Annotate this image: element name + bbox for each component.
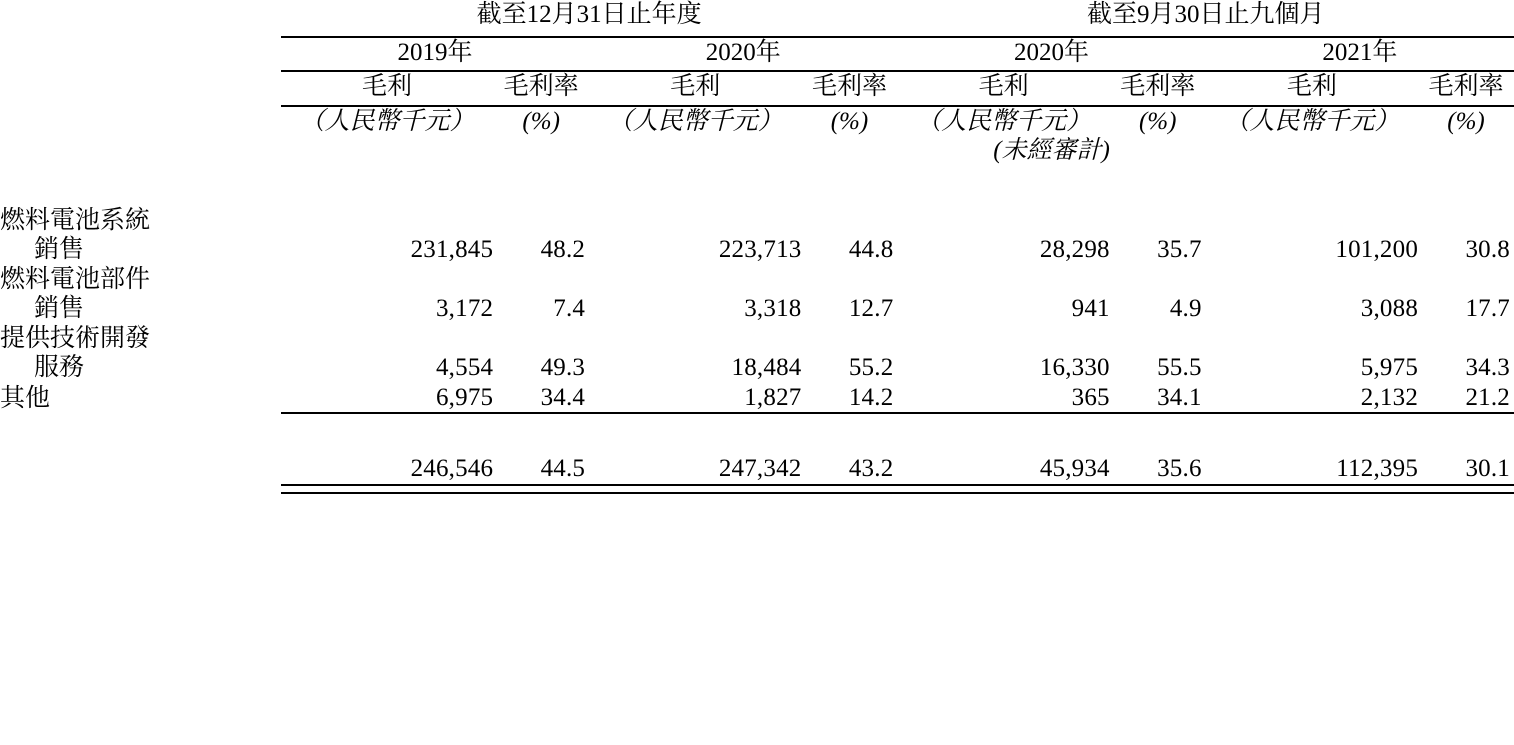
total-row	[0, 454, 1514, 485]
metric-header-gross-profit-2020	[589, 72, 801, 107]
year-header-row	[0, 38, 1514, 73]
group-header-annual-label: 截至12月31日止年度	[281, 0, 898, 38]
cell-r3-c4: 365	[897, 383, 1109, 414]
metric-header-margin-2020-9m-label: 毛利率	[1110, 72, 1206, 107]
group-header-nine-months-label: 截至9月30日止九個月	[897, 0, 1514, 38]
cell-r0-c3: 44.8	[848, 236, 894, 263]
year-header-2020-annual	[589, 38, 897, 73]
cell-r3-c2: 1,827	[589, 383, 801, 414]
cell-r3-c3: 14.2	[801, 383, 897, 414]
closing-rule-label-blank	[0, 485, 281, 493]
cell-r1-c7: 17.7	[1465, 295, 1510, 322]
total-cell-c2: 247,342	[589, 454, 801, 485]
cell-r0-c1: 48.2	[540, 236, 586, 263]
cell-r0-c5: 35.7	[1157, 236, 1202, 263]
cell-r2-c7: 34.3	[1465, 354, 1510, 381]
total-cell-c5: 35.6	[1110, 454, 1206, 485]
year-header-2021-nine-months-label: 2021年	[1206, 38, 1514, 73]
unaudited-note: (未經審計)	[993, 137, 1110, 164]
cell-r3-c1: 34.4	[493, 383, 589, 414]
table-row-label-2a	[0, 265, 1514, 295]
metric-header-margin-2020-label: 毛利率	[801, 72, 897, 107]
metric-header-margin-2019	[493, 72, 589, 107]
blank-5	[1206, 136, 1418, 166]
spacer-row-1	[0, 166, 1514, 206]
unit-pct-2020: (%)	[830, 107, 869, 135]
year-header-2020-annual-label: 2020年	[589, 38, 897, 73]
cell-r0-c4: 28,298	[1039, 236, 1110, 263]
spacer-cell-2	[0, 413, 1514, 454]
cell-r3-c0: 6,975	[281, 383, 493, 414]
cell-r0-c2: 223,713	[718, 236, 802, 263]
table-row	[0, 353, 1514, 383]
metric-header-gross-profit-2019-label: 毛利	[281, 72, 493, 107]
year-header-2019-label: 2019年	[281, 38, 589, 73]
table-row-label-1a	[0, 206, 1514, 236]
spacer-cell-1	[0, 166, 1514, 206]
empty-corner	[0, 0, 281, 38]
metric-header-margin-2019-label: 毛利率	[493, 72, 589, 107]
blank-1	[281, 136, 493, 166]
cell-r0-c0: 231,845	[410, 236, 494, 263]
closing-rule-row	[0, 485, 1514, 493]
total-cell-c3: 43.2	[801, 454, 897, 485]
closing-rule	[281, 485, 1514, 493]
metric-header-gross-profit-2021-9m-label: 毛利	[1206, 72, 1418, 107]
metric-header-gross-profit-2021-9m	[1206, 72, 1418, 107]
metric-header-row	[0, 72, 1514, 107]
row-label-fuel-cell-parts: 燃料電池部件	[0, 265, 151, 293]
unit-pct-2020-9m: (%)	[1138, 107, 1177, 135]
total-cell-c0: 246,546	[281, 454, 493, 485]
year-header-2020-nine-months-label: 2020年	[897, 38, 1205, 73]
empty-corner-2	[0, 38, 281, 73]
metric-header-gross-profit-2020-9m-label: 毛利	[897, 72, 1109, 107]
row-label-tech-dev: 提供技術開發	[0, 324, 151, 352]
unit-pct-2021-9m: (%)	[1447, 107, 1485, 135]
metric-header-margin-2021-9m-label: 毛利率	[1418, 72, 1514, 107]
unaudited-note-row	[0, 136, 1514, 166]
cell-r3-c5: 34.1	[1110, 383, 1206, 414]
empty-corner-5	[0, 136, 281, 166]
metric-header-gross-profit-2019	[281, 72, 493, 107]
row-2a-blank	[281, 265, 1514, 295]
metric-header-margin-2021-9m	[1418, 72, 1514, 107]
table-row	[0, 235, 1514, 265]
total-cell-c7: 30.1	[1418, 454, 1514, 485]
year-header-2021-nine-months	[1206, 38, 1514, 73]
spacer-row-2	[0, 413, 1514, 454]
blank-2	[493, 136, 589, 166]
cell-r1-c2: 3,318	[744, 295, 802, 322]
cell-r2-c3: 55.2	[848, 354, 894, 381]
row-label-fuel-cell-parts-2: 銷售	[34, 295, 85, 322]
blank-3	[589, 136, 801, 166]
group-header-nine-months	[897, 0, 1514, 38]
unit-rmb-2021-9m: （人民幣千元）	[1224, 107, 1400, 135]
total-cell-c4: 45,934	[897, 454, 1109, 485]
metric-header-margin-2020	[801, 72, 897, 107]
total-cell-c1: 44.5	[493, 454, 589, 485]
blank-4	[801, 136, 897, 166]
table-row	[0, 294, 1514, 324]
metric-header-gross-profit-2020-label: 毛利	[589, 72, 801, 107]
cell-r2-c0: 4,554	[435, 354, 494, 381]
total-cell-c6: 112,395	[1206, 454, 1418, 485]
year-header-2020-nine-months	[897, 38, 1205, 73]
unit-pct-2019: (%)	[522, 107, 560, 135]
cell-r2-c4: 16,330	[1039, 354, 1110, 381]
metric-header-gross-profit-2020-9m	[897, 72, 1109, 107]
group-header-annual	[281, 0, 898, 38]
cell-r1-c1: 7.4	[553, 295, 586, 322]
row-label-other: 其他	[0, 384, 51, 412]
cell-r1-c4: 941	[1071, 295, 1110, 322]
row-1a-blank	[281, 206, 1514, 236]
group-header-row	[0, 0, 1514, 38]
unit-rmb-2019: （人民幣千元）	[299, 107, 475, 135]
row-label-fuel-cell-system-2: 銷售	[34, 236, 85, 263]
metric-header-margin-2020-9m	[1110, 72, 1206, 107]
cell-r3-c6: 2,132	[1206, 383, 1418, 414]
cell-r1-c5: 4.9	[1169, 295, 1202, 322]
cell-r3-c7: 21.2	[1418, 383, 1514, 414]
row-label-tech-dev-2: 服務	[34, 354, 85, 381]
cell-r1-c3: 12.7	[848, 295, 894, 322]
cell-r2-c1: 49.3	[540, 354, 586, 381]
cell-r0-c7: 30.8	[1465, 236, 1510, 263]
total-row-label	[0, 454, 281, 485]
cell-r0-c6: 101,200	[1335, 236, 1419, 263]
unit-rmb-2020-9m: （人民幣千元）	[916, 107, 1092, 135]
table-row-label-3a	[0, 324, 1514, 354]
cell-r1-c6: 3,088	[1360, 295, 1419, 322]
cell-r1-c0: 3,172	[435, 295, 494, 322]
blank-6	[1418, 136, 1514, 166]
cell-r2-c2: 18,484	[731, 354, 802, 381]
row-3a-blank	[281, 324, 1514, 354]
unit-rmb-2020: （人民幣千元）	[607, 107, 783, 135]
cell-r2-c6: 5,975	[1360, 354, 1419, 381]
table-row	[0, 383, 1514, 414]
row-label-fuel-cell-system: 燃料電池系統	[0, 206, 151, 234]
empty-corner-3	[0, 72, 281, 107]
unit-header-row	[0, 107, 1514, 137]
cell-r2-c5: 55.5	[1157, 354, 1202, 381]
empty-corner-4	[0, 107, 281, 137]
year-header-2019	[281, 38, 589, 73]
